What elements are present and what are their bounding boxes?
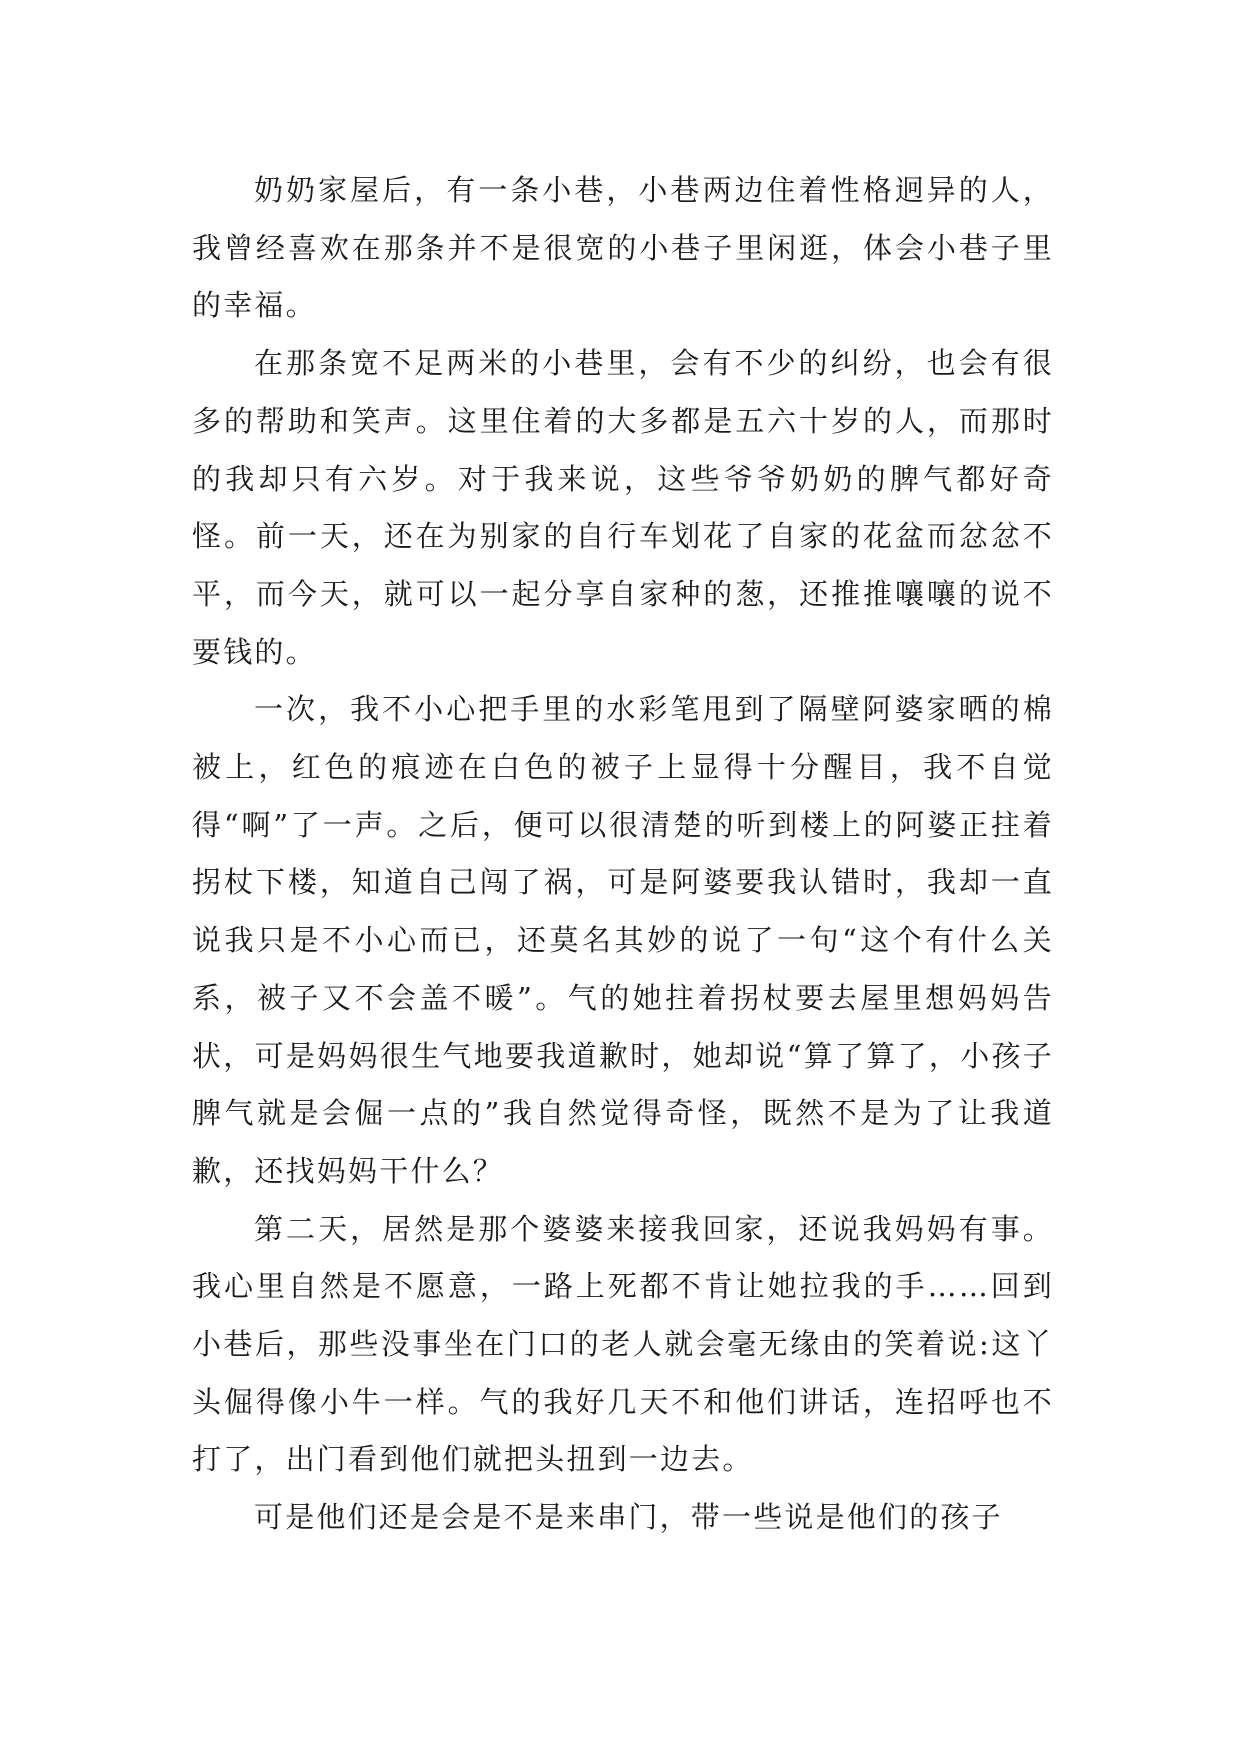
paragraph: 奶奶家屋后，有一条小巷，小巷两边住着性格迥异的人，我曾经喜欢在那条并不是很宽的小巷子里闲逛，体会小巷子里的幸福。 (192, 173, 1054, 323)
paragraph: 在那条宽不足两米的小巷里，会有不少的纠纷，也会有很多的帮助和笑声。这里住着的大多都是五六十岁的人，而那时的我却只有六岁。对于我来说，这些爷爷奶奶的脾气都好奇怪。前一天，还在为别家的自行车划花了自家的花盆而忿忿不平，而今天，就可以一起分享自家种的葱，还推推嚷嚷的说不要钱的。 (192, 346, 1054, 669)
paragraph: 一次，我不小心把手里的水彩笔甩到了隔壁阿婆家晒的棉被上，红色的痕迹在白色的被子上显得十分醒目，我不自觉得“啊”了一声。之后，便可以很清楚的听到楼上的阿婆正拄着拐杖下楼，知道自己闯了祸，可是阿婆要我认错时，我却一直说我只是不小心而已，还莫名其妙的说了一句“这个有什么关系，被子又不会盖不暖”。气的她拄着拐杖要去屋里想妈妈告状，可是妈妈很生气地要我道歉时，她却说“算了算了，小孩子脾气就是会倔一点的”我自然觉得奇怪，既然不是为了让我道歉，还找妈妈干什么？ (192, 692, 1054, 1188)
document-body (192, 162, 1054, 1547)
paragraph: 第二天，居然是那个婆婆来接我回家，还说我妈妈有事。我心里自然是不愿意，一路上死都不肯让她拉我的手……回到小巷后，那些没事坐在门口的老人就会毫无缘由的笑着说:这丫头倔得像小牛一样。气的我好几天不和他们讲话，连招呼也不打了，出门看到他们就把头扭到一边去。 (192, 1211, 1054, 1477)
paragraph: 可是他们还是会是不是来串门，带一些说是他们的孩子 (254, 1500, 1003, 1535)
